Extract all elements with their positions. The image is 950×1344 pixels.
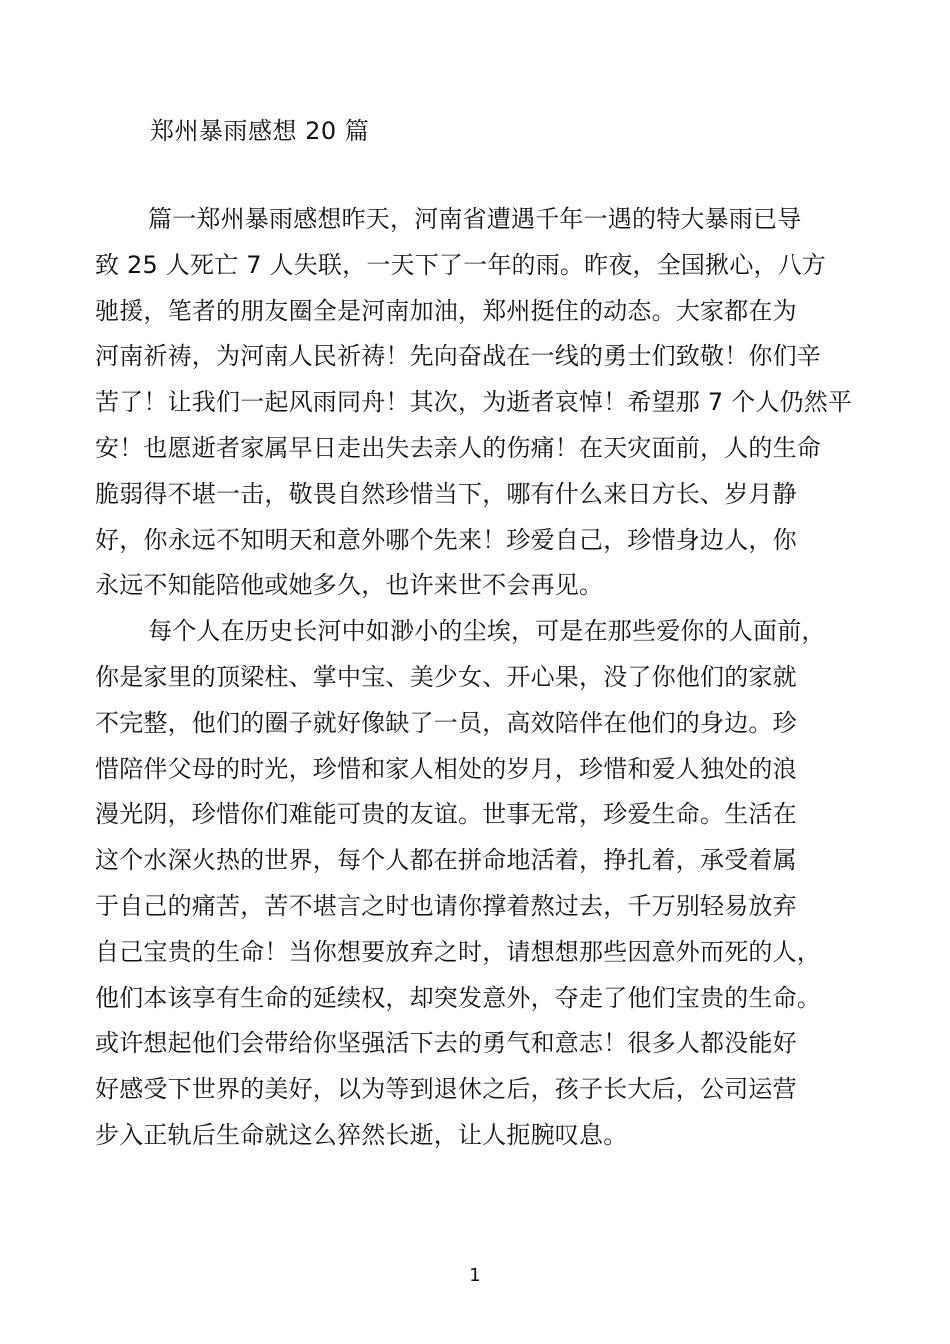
paragraph-line: 篇一郑州暴雨感想昨天，河南省遭遇千年一遇的特大暴雨已导: [148, 205, 802, 233]
paragraph-line: 漫光阴，珍惜你们难能可贵的友谊。世事无常，珍爱生命。生活在: [95, 800, 797, 829]
paragraph-line: 不完整，他们的圈子就好像缺了一员，高效陪伴在他们的身边。珍: [95, 708, 797, 737]
page-number: 1: [469, 1265, 481, 1286]
paragraph-line: 好感受下世界的美好，以为等到退休之后，孩子长大后，公司运营: [95, 1075, 797, 1104]
paragraph-line: 苦了！让我们一起风雨同舟！其次，为逝者哀悼！希望那 7 个人仍然平: [95, 388, 853, 417]
paragraph-line: 好，你永远不知明天和意外哪个先来！珍爱自己，珍惜身边人，你: [95, 525, 797, 554]
paragraph-line: 他们本该享有生命的延续权，却突发意外，夺走了他们宝贵的生命。: [95, 983, 821, 1012]
paragraph-line: 这个水深火热的世界，每个人都在拼命地活着，挣扎着，承受着属: [95, 846, 797, 875]
paragraph-line: 于自己的痛苦，苦不堪言之时也请你撑着熬过去，千万别轻易放弃: [95, 891, 797, 920]
paragraph-line: 每个人在历史长河中如渺小的尘埃，可是在那些爱你的人面前，: [148, 617, 826, 646]
document-body: [95, 197, 875, 1159]
paragraph-line: 步入正轨后生命就这么猝然长逝，让人扼腕叹息。: [95, 1120, 628, 1149]
document-title: 郑州暴雨感想 20 篇: [150, 117, 370, 145]
paragraph-line: 惜陪伴父母的时光，珍惜和家人相处的岁月，珍惜和爱人独处的浪: [95, 754, 797, 783]
paragraph-line: 或许想起他们会带给你坚强活下去的勇气和意志！很多人都没能好: [95, 1029, 797, 1058]
paragraph-line: 河南祈祷，为河南人民祈祷！先向奋战在一线的勇士们致敬！你们辛: [95, 342, 821, 371]
paragraph-line: 你是家里的顶梁柱、掌中宝、美少女、开心果，没了你他们的家就: [95, 662, 797, 691]
paragraph-line: 自己宝贵的生命！当你想要放弃之时，请想想那些因意外而死的人，: [95, 937, 821, 966]
paragraph-line: 驰援，笔者的朋友圈全是河南加油，郑州挺住的动态。大家都在为: [95, 296, 797, 325]
paragraph-line: 安！也愿逝者家属早日走出失去亲人的伤痛！在天灾面前，人的生命: [95, 433, 821, 462]
paragraph-line: 致 25 人死亡 7 人失联，一天下了一年的雨。昨夜，全国揪心，八方: [95, 250, 827, 279]
paragraph-line: 永远不知能陪他或她多久，也许来世不会再见。: [95, 571, 604, 600]
paragraph-line: 脆弱得不堪一击，敬畏自然珍惜当下，哪有什么来日方长、岁月静: [95, 479, 797, 508]
